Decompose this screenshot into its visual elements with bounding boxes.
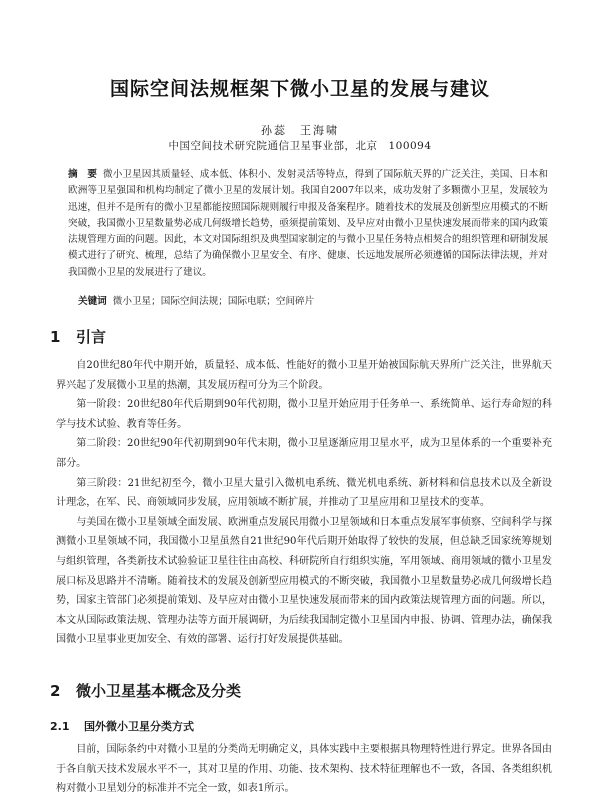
section-2-1-title: 国外微小卫星分类方式 xyxy=(84,720,194,733)
paper-authors: 孙蕊 王海啸 xyxy=(261,124,339,137)
section-1-title: 引言 xyxy=(76,328,107,346)
section-1-number: 1 xyxy=(50,328,61,346)
paragraph: 与美国在微小卫星领域全面发展、欧洲重点发展民用微小卫星领域和日本重点发展军事侦察、空间科学与探测微小卫星领域不同，我国微小卫星虽然自21世纪90年代后期开始取得了较快的发展，但总缺乏国家统筹规划与组织管理，各类新技术试验验证卫星往往由高校、科研院所自行组织实施，军用领域、商用领域的微小卫星发展口标及思路并不清晰。随着技术的发展及创新型应用模式的不断突破，我国微小卫星数量势必成几何级增长趋势，国家主管部门必须提前策划、及早应对由微小卫星快速发展而带来的国内政策法规管理方面的问题。所以，本文从国际政策法规、管理办法等方面开展调研，为后续我国制定微小卫星国内申报、协调、管理办法，确保我国微小卫星事业更加安全、有效的部署、运行打好发展提供基础。 xyxy=(56,516,552,646)
abstract-label: 摘 要 xyxy=(68,169,98,180)
section-2-1-heading xyxy=(50,718,194,734)
abstract xyxy=(68,167,548,281)
section-2-title: 微小卫星基本概念及分类 xyxy=(76,682,242,700)
paper-affiliation: 中国空间技术研究院通信卫星事业部，北京 100094 xyxy=(168,140,432,152)
paragraph: 第一阶段：20世纪80年代后期到90年代初期，微小卫星开始应用于任务单一、系统简单、运行寿命短的科学与技术试验、教育等任务。 xyxy=(56,399,552,430)
paragraph: 目前，国际条约中对微小卫星的分类尚无明确定义，具体实践中主要根据具物理特性进行界定。世界各国由于各自航天技术发展水平不一，其对卫星的作用、功能、技术架构、技术特征理解也不一致，各国、各类组织机构对微小卫星划分的标准并不完全一致，如表1所示。 xyxy=(56,744,552,795)
paper-title: 国际空间法规框架下微小卫星的发展与建议 xyxy=(109,78,490,100)
paragraph: 自20世纪80年代中期开始，质量轻、成本低、性能好的微小卫星开始被国际航天界所广泛关注，世界航天界兴起了发展微小卫星的热潮，其发展历程可分为三个阶段。 xyxy=(56,360,552,391)
section-2-number: 2 xyxy=(50,682,61,700)
keywords-label: 关键词 xyxy=(78,296,107,307)
section-2-1-number: 2.1 xyxy=(50,720,70,733)
paragraph: 第三阶段：21世纪初至今，微小卫星大量引入微机电系统、微光机电系统、新材料和信息技术以及全新设计理念，在军、民、商领域同步发展，应用领域不断扩展，并推动了卫星应用和卫星技术的变革。 xyxy=(56,477,552,509)
section-1-heading xyxy=(50,326,106,347)
section-2-heading xyxy=(50,680,241,701)
section-1-body xyxy=(56,356,552,650)
abstract-text: 微小卫星因其质量轻、成本低、体积小、发射灵活等特点，得到了国际航天界的广泛关注，美国、日本和欧洲等卫星强国和机构均制定了微小卫星的发展计划。我国自2007年以来，成功发射了多颗微小卫星，发展较为迅速，但并不是所有的微小卫星都能按照国际规则履行申报及备案程序。随着技术的发展及创新型应用模式的不断突破，我国微小卫星数量势必成几何级增长趋势，亟须提前策划、及早应对由微小卫星快速发展而带来的国内政策法规管理方面的问题。因此，本文对国际组织及典型国家制定的与微小卫星任务特点相契合的组织管理和研制发展模式进行了研究、梳理，总结了为确保微小卫星安全、有序、健康、长远地发展所必须遵循的国际法律法规，并对我国微小卫星的发展进行了建议。 xyxy=(68,169,549,278)
paragraph: 第二阶段：20世纪90年代初期到90年代末期，微小卫星逐渐应用卫星水平，成为卫星体系的一个重要补充部分。 xyxy=(56,438,552,469)
keywords xyxy=(78,293,548,307)
keywords-text: 微小卫星；国际空间法规；国际电联；空间碎片 xyxy=(112,296,315,307)
section-2-1-body xyxy=(56,740,552,799)
